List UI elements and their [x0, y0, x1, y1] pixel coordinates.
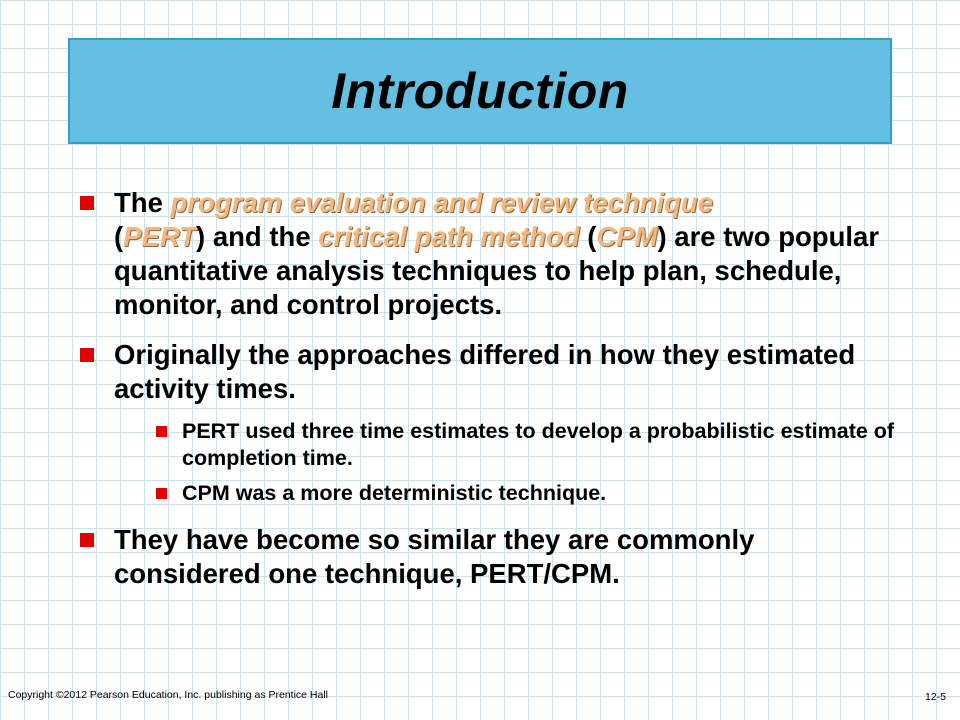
- bullet-text-segment: (: [579, 221, 597, 252]
- copyright-footer: Copyright ©2012 Pearson Education, Inc. publishing as Prentice Hall: [8, 689, 329, 701]
- highlight-term: critical path method: [318, 221, 580, 252]
- sub-bullet-2: [156, 480, 900, 507]
- highlight-term: PERT: [123, 221, 197, 252]
- sub-bullet-square-icon: [156, 426, 167, 437]
- bullet-text-segment: ) are two popular quantitative analysis techniques to help plan, schedule, monitor, and control projects.: [114, 221, 880, 320]
- bullet-text: They have become so similar they are commonly considered one technique, PERT/CPM.: [114, 524, 755, 589]
- bullet-text-segment: (: [114, 221, 124, 252]
- bullet-3: [80, 523, 900, 591]
- sub-bullet-square-icon: [156, 488, 167, 499]
- bullet-1: [80, 186, 900, 322]
- highlight-term: CPM: [596, 221, 658, 252]
- title-bar: [68, 38, 892, 144]
- slide-content: [80, 186, 900, 591]
- bullet-text-segment: ) and the: [196, 221, 319, 252]
- bullet-2: [80, 338, 900, 507]
- bullet-square-icon: [80, 533, 94, 547]
- bullet-text-segment: The: [114, 187, 171, 218]
- bullet-square-icon: [80, 348, 94, 362]
- sub-bullet-list: [114, 418, 900, 507]
- sub-bullet-text: CPM was a more deterministic technique.: [182, 481, 607, 505]
- slide-title: Introduction: [331, 63, 629, 119]
- bullet-text: Originally the approaches differed in how they estimated activity times.: [114, 339, 856, 404]
- page-number: 12-5: [924, 691, 946, 703]
- highlight-term: program evaluation and review technique: [170, 187, 714, 218]
- sub-bullet-text: PERT used three time estimates to develop a probabilistic estimate of completion time.: [182, 419, 895, 470]
- bullet-square-icon: [80, 196, 94, 210]
- sub-bullet-1: [156, 418, 900, 472]
